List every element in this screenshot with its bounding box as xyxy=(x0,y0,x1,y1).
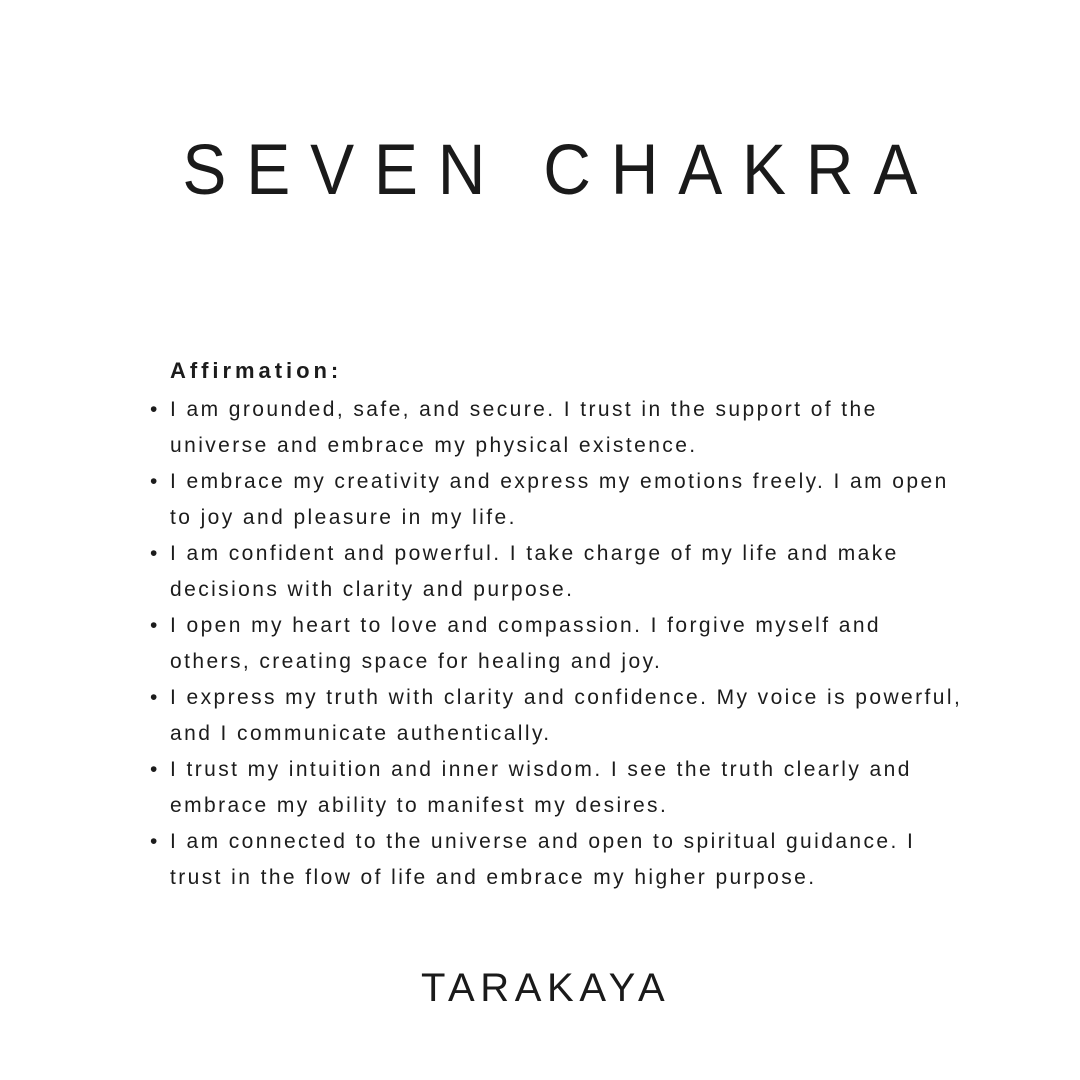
affirmation-item-text: I embrace my creativity and express my emotions freely. I am open to joy and pleasure in my life. xyxy=(170,470,949,529)
bullet-icon: • xyxy=(150,542,160,565)
bullet-icon: • xyxy=(150,758,160,781)
affirmation-list-item xyxy=(150,752,970,824)
affirmation-item-text: I open my heart to love and compassion. I forgive myself and others, creating space for healing and joy. xyxy=(170,614,882,673)
affirmation-item-text: I am grounded, safe, and secure. I trust in the support of the universe and embrace my physical existence. xyxy=(170,398,878,457)
affirmation-list-item xyxy=(150,680,970,752)
bullet-icon: • xyxy=(150,398,160,421)
affirmation-item-text: I express my truth with clarity and confidence. My voice is powerful, and I communicate authentically. xyxy=(170,686,963,745)
affirmation-list xyxy=(150,392,970,896)
affirmation-item-text: I trust my intuition and inner wisdom. I see the truth clearly and embrace my ability to manifest my desires. xyxy=(170,758,912,817)
bullet-icon: • xyxy=(150,470,160,493)
bullet-icon: • xyxy=(150,830,160,853)
affirmation-list-item xyxy=(150,464,970,536)
brand-name: TARAKAYA xyxy=(420,966,671,1010)
affirmation-list-item xyxy=(150,824,970,896)
bullet-icon: • xyxy=(150,614,160,637)
page-title: SEVEN CHAKRA xyxy=(182,129,938,209)
affirmation-list-item xyxy=(150,536,970,608)
affirmation-list-item xyxy=(150,392,970,464)
affirmation-item-text: I am connected to the universe and open to spiritual guidance. I trust in the flow of life and embrace my higher purpose. xyxy=(170,830,916,889)
affirmation-section xyxy=(150,358,970,896)
affirmation-heading: Affirmation: xyxy=(170,358,343,383)
affirmation-list-item xyxy=(150,608,970,680)
affirmation-item-text: I am confident and powerful. I take charge of my life and make decisions with clarity and purpose. xyxy=(170,542,899,601)
bullet-icon: • xyxy=(150,686,160,709)
